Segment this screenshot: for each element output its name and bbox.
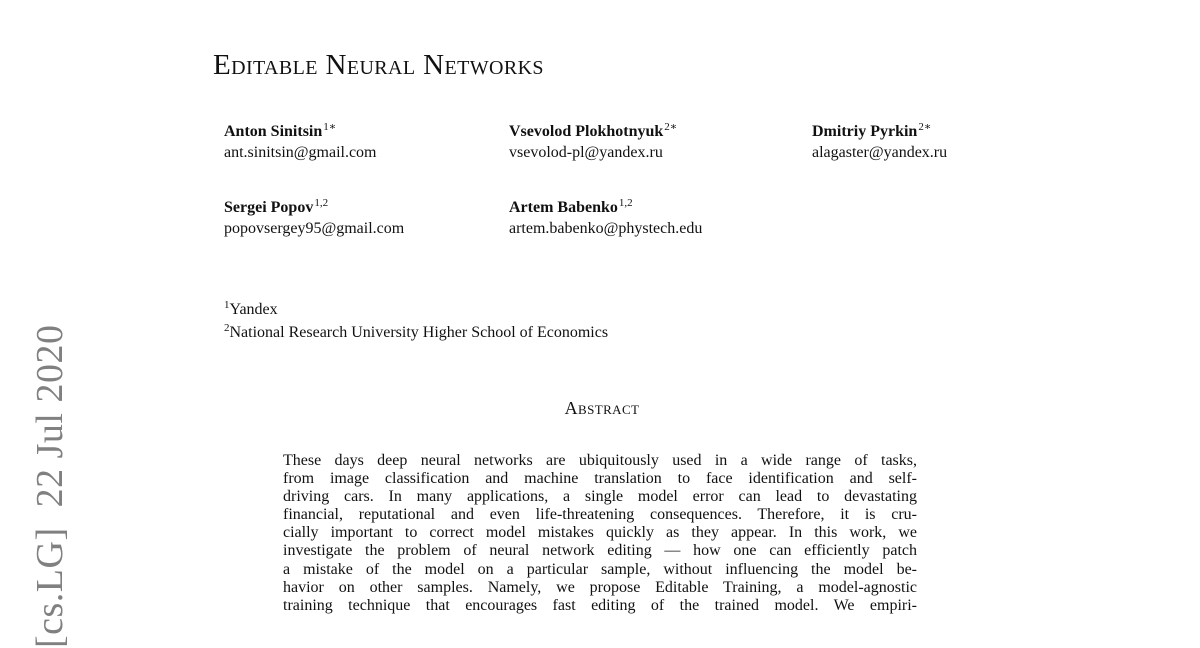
affiliation-name: Yandex <box>229 301 278 318</box>
arxiv-stamp <box>28 323 72 648</box>
abstract-line: investigate the problem of neural network editing — how one can efficiently patch <box>283 542 917 560</box>
author-affil-mark: 2∗ <box>918 121 932 133</box>
author-email: vsevolod-pl@yandex.ru <box>509 144 663 161</box>
author-block <box>509 197 702 239</box>
author-email: ant.sinitsin@gmail.com <box>224 144 377 161</box>
author-affil-mark: 1∗ <box>323 121 337 133</box>
author-name: Sergei Popov$^{1,2}$ <box>224 197 329 216</box>
author-name: Artem Babenko$^{1,2}$ <box>509 197 633 216</box>
author-block <box>224 197 404 239</box>
abstract-line: a mistake of the model on a particular sample, without influencing the model be- <box>283 560 917 578</box>
author-name: Vsevolod Plokhotnyuk$^{2∗}$ <box>509 121 678 140</box>
abstract-line: cially important to correct model mistakes quickly as they appear. In this work, we <box>283 524 917 542</box>
abstract-line: driving cars. In many applications, a single model error can lead to devastating <box>283 488 917 506</box>
author-block <box>509 121 677 163</box>
abstract-heading: Abstract <box>564 398 640 418</box>
abstract-line: havior on other samples. Namely, we propose Editable Training, a model-agnostic <box>283 578 917 596</box>
arxiv-category: [cs.LG] <box>29 527 71 648</box>
affiliation-mark: 1 <box>224 299 230 311</box>
arxiv-date: 22 Jul 2020 <box>29 324 71 508</box>
affiliation-name: National Research University Higher School of Economics <box>229 324 609 341</box>
author-name: Anton Sinitsin$^{1∗}$ <box>224 121 337 140</box>
author-block <box>812 121 947 163</box>
author-affil-mark: 1,2 <box>314 197 329 209</box>
author-affil-mark: 1,2 <box>618 197 633 209</box>
abstract-line: training technique that encourages fast editing of the trained model. We empiri- <box>283 596 917 614</box>
abstract-line: from image classification and machine translation to face identification and self- <box>283 470 917 488</box>
affiliation-item <box>224 321 608 344</box>
author-email: popovsergey95@gmail.com <box>224 220 405 237</box>
paper-title: Editable Neural Networks <box>213 49 544 81</box>
affiliation-item <box>224 298 608 321</box>
abstract-body <box>283 452 917 615</box>
abstract-line: financial, reputational and even life-threatening consequences. Therefore, it is cru- <box>283 506 917 524</box>
author-block <box>224 121 377 163</box>
author-name: Dmitriy Pyrkin$^{2∗}$ <box>812 121 932 140</box>
affiliation-mark: 2 <box>224 322 230 334</box>
abstract-line: These days deep neural networks are ubiquitously used in a wide range of tasks, <box>283 452 917 469</box>
author-email: alagaster@yandex.ru <box>812 144 948 161</box>
author-affil-mark: 2∗ <box>664 121 678 133</box>
affiliations <box>224 298 608 344</box>
arxiv-stamp-text <box>31 325 69 648</box>
author-email: artem.babenko@phystech.edu <box>509 220 703 237</box>
